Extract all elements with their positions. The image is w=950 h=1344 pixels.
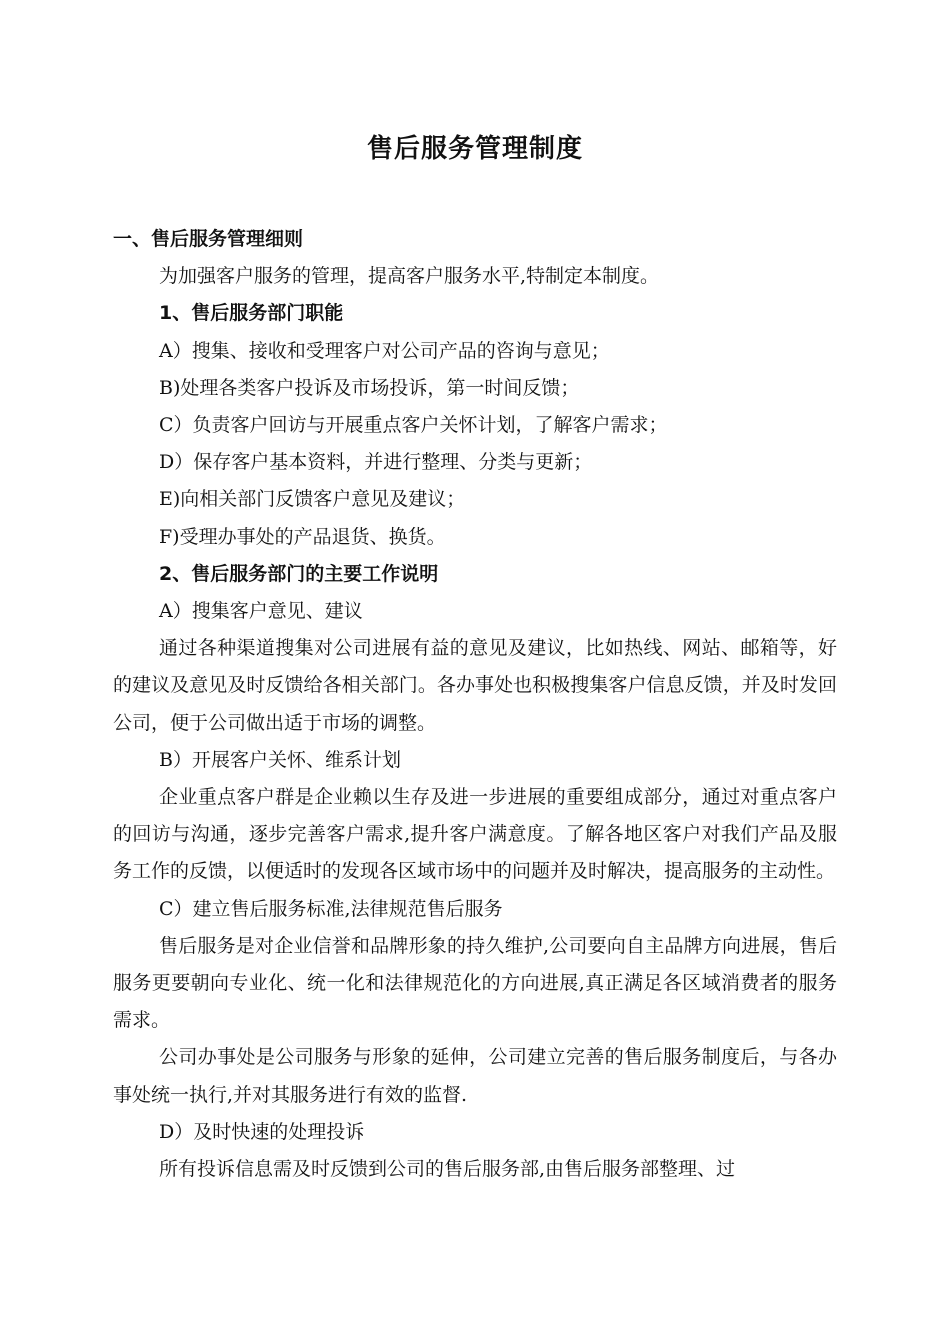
work-item-c-text-2: 公司办事处是公司服务与形象的延伸，公司建立完善的售后服务制度后，与各办事处统一执行,并对其服务进行有效的监督. [113, 1046, 837, 1106]
subsection-heading-functions: 1、售后服务部门职能 [159, 302, 344, 325]
function-item-e: E)向相关部门反馈客户意见及建议； [159, 488, 466, 511]
function-item-f: F)受理办事处的产品退货、换货。 [159, 525, 446, 548]
section-heading: 一、售后服务管理细则 [113, 228, 304, 250]
intro-paragraph: 为加强客户服务的管理，提高客户服务水平,特制定本制度。 [159, 265, 660, 288]
work-item-c-title: C）建立售后服务标准,法律规范售后服务 [159, 897, 503, 920]
document-title: 售后服务管理制度 [366, 134, 583, 164]
work-item-d-title: D）及时快速的处理投诉 [159, 1120, 365, 1143]
work-item-b-text: 企业重点客户群是企业赖以生存及进一步进展的重要组成部分，通过对重点客户的回访与沟通，逐步完善客户需求,提升客户满意度。了解各地区客户对我们产品及服务工作的反馈，以便适时的发现各区域市场中的问题并及时解决，提高服务的主动性。 [113, 786, 837, 883]
work-item-a-text: 通过各种渠道搜集对公司进展有益的意见及建议，比如热线、网站、邮箱等，好的建议及意见及时反馈给各相关部门。各办事处也积极搜集客户信息反馈，并及时发回公司，便于公司做出适于市场的调整。 [113, 637, 837, 734]
document-body [113, 221, 837, 1188]
work-item-b-title: B）开展客户关怀、维系计划 [159, 748, 401, 771]
function-item-a: A）搜集、接收和受理客户对公司产品的咨询与意见； [159, 339, 610, 362]
function-item-c: C）负责客户回访与开展重点客户关怀计划，了解客户需求； [159, 414, 668, 437]
work-item-d-text: 所有投诉信息需及时反馈到公司的售后服务部,由售后服务部整理、过 [159, 1158, 736, 1181]
function-item-d: D）保存客户基本资料，并进行整理、分类与更新； [159, 451, 593, 474]
work-item-c-text-1: 售后服务是对企业信誉和品牌形象的持久维护,公司要向自主品牌方向进展，售后服务更要朝向专业化、统一化和法律规范化的方向进展,真正满足各区域消费者的服务需求。 [113, 934, 837, 1032]
function-item-b: B)处理各类客户投诉及市场投诉，第一时间反馈； [159, 376, 580, 399]
subsection-heading-work: 2、售后服务部门的主要工作说明 [159, 562, 439, 585]
work-item-a-title: A）搜集客户意见、建议 [159, 600, 363, 623]
